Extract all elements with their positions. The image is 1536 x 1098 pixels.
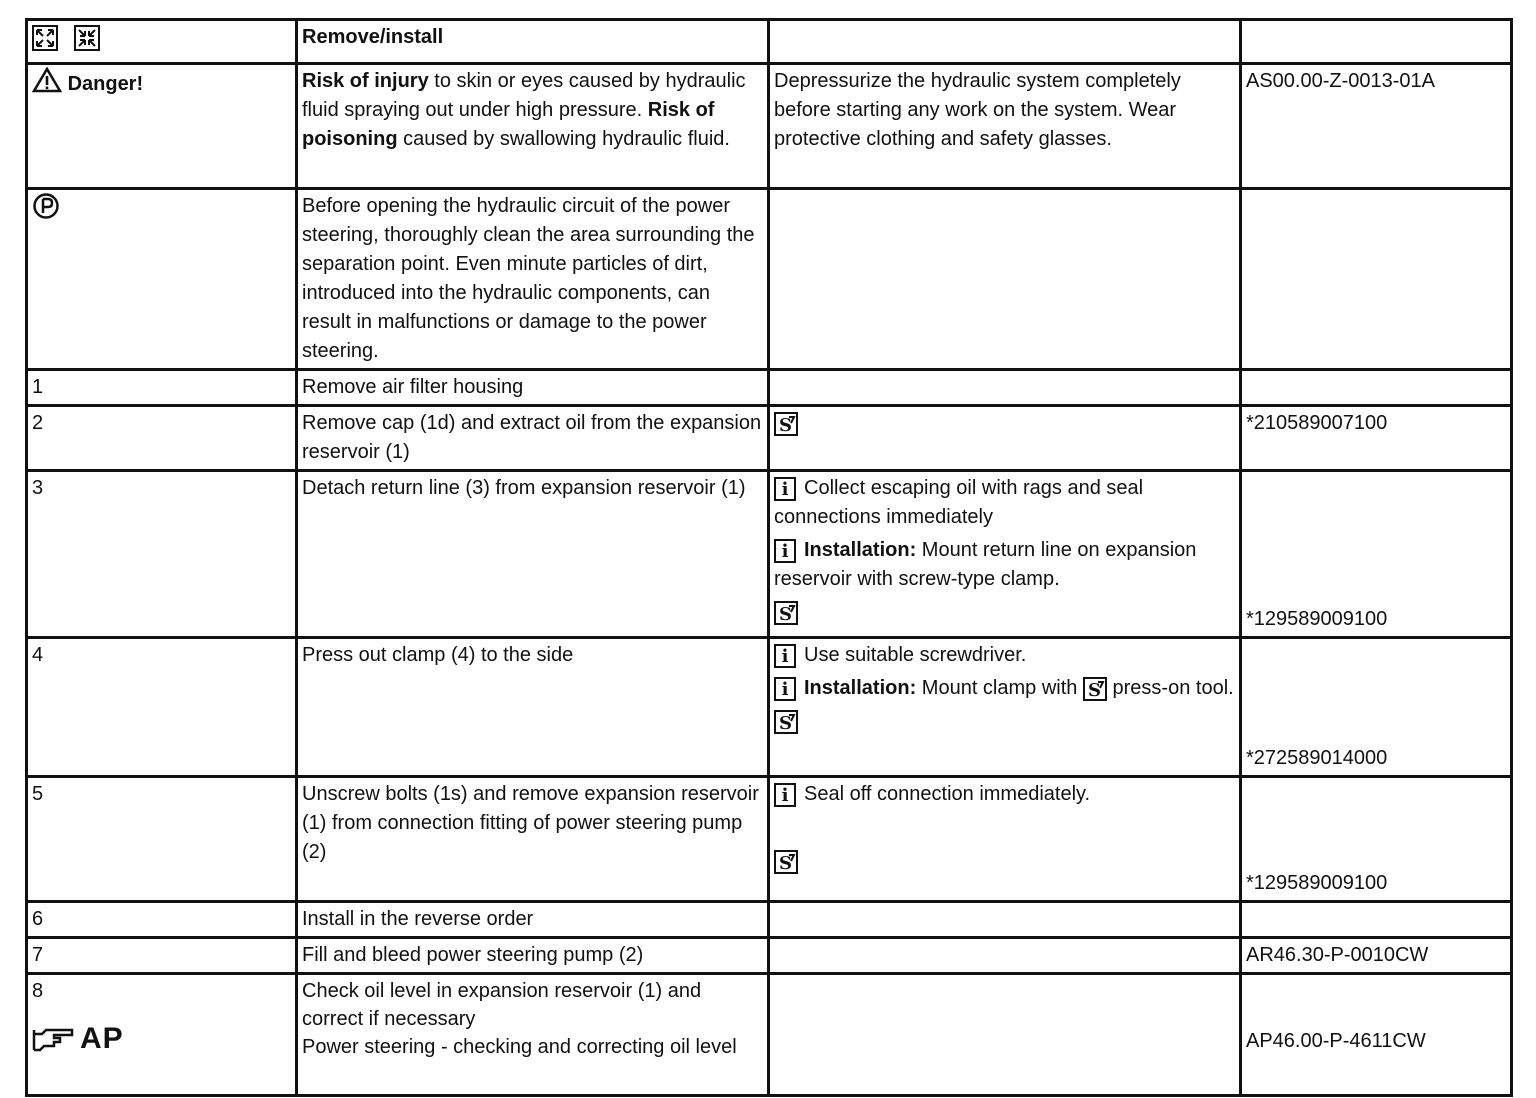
- step-ref-empty: [1241, 902, 1512, 938]
- info-icon: i: [774, 477, 796, 501]
- step-row-7: [27, 938, 1512, 974]
- step-tool-cell: [1241, 471, 1512, 638]
- step-notes-empty: [769, 370, 1241, 406]
- step-notes-empty: [769, 974, 1241, 1096]
- special-tool-icon[interactable]: [774, 850, 798, 874]
- info-icon: i: [774, 644, 796, 668]
- svg-text:S: S: [779, 603, 792, 623]
- svg-text:S: S: [779, 712, 792, 732]
- step-text: Fill and bleed power steering pump (2): [297, 938, 769, 974]
- info-icon: i: [774, 677, 796, 701]
- note-empty-3: [769, 189, 1241, 370]
- step-notes-empty: [769, 902, 1241, 938]
- danger-ref-link[interactable]: AS00.00-Z-0013-01A: [1241, 64, 1512, 189]
- step-tool-link[interactable]: *272589014000: [1246, 747, 1388, 769]
- procedure-table: [25, 18, 1513, 1097]
- step-text: Detach return line (3) from expansion reservoir (1): [297, 471, 769, 638]
- header-empty-4: [1241, 20, 1512, 64]
- step-notes-empty: [769, 938, 1241, 974]
- step-tool-cell: [1241, 777, 1512, 902]
- step-number: 2: [27, 406, 297, 471]
- step-row-4: [27, 638, 1512, 777]
- step-notes-cell: [769, 406, 1241, 471]
- step-row-2: [27, 406, 1512, 471]
- danger-label-cell: [27, 64, 297, 189]
- note-text: Before opening the hydraulic circuit of the power steering, thoroughly clean the area surrounding the separation point. Even minute particles of dirt, introduced into the hydraulic components, can result in malfunctions or damage to the power steering.: [297, 189, 769, 370]
- risk-of-injury-text: to skin or eyes caused by hydraulic fluid spraying out under high pressure.: [302, 70, 746, 121]
- step-tool-link[interactable]: *129589009100: [1246, 608, 1388, 630]
- info-text: Mount clamp with: [916, 677, 1083, 699]
- header-empty-3: [769, 20, 1241, 64]
- svg-text:S: S: [779, 852, 792, 872]
- installation-label: Installation:: [804, 539, 917, 561]
- header-title: Remove/install: [297, 20, 769, 64]
- risk-of-injury: Risk of injury: [302, 70, 429, 92]
- header-icons-cell: [27, 20, 297, 64]
- step-number: 7: [27, 938, 297, 974]
- step-number: 5: [27, 777, 297, 902]
- risk-of-poisoning: Risk of poisoning: [302, 99, 715, 150]
- step-number: 3: [27, 471, 297, 638]
- step-tool-link[interactable]: *129589009100: [1246, 872, 1388, 894]
- special-tool-icon[interactable]: [774, 601, 798, 625]
- step-ref-link[interactable]: AP46.00-P-4611CW: [1246, 1030, 1426, 1052]
- note-empty-4: [1241, 189, 1512, 370]
- step-text: Check oil level in expansion reservoir (1) and correct if necessary: [302, 980, 702, 1030]
- collapse-icon[interactable]: [74, 25, 100, 60]
- info-text: Use suitable screwdriver.: [804, 644, 1027, 666]
- step-number: 8: [32, 980, 44, 1002]
- expand-icon[interactable]: [32, 25, 58, 60]
- danger-label: Danger!: [67, 72, 144, 95]
- step-8-text-cell: [297, 974, 769, 1096]
- info-text: Mount return line on expansion reservoir with screw-type clamp.: [774, 539, 1197, 590]
- info-icon: i: [774, 539, 796, 563]
- step-row-3: [27, 471, 1512, 638]
- step-number: 1: [27, 370, 297, 406]
- step-ref-cell: [1241, 974, 1512, 1096]
- note-row: [27, 189, 1512, 370]
- header-row: [27, 20, 1512, 64]
- step-notes-cell: [769, 471, 1241, 638]
- info-text: press-on tool.: [1106, 677, 1234, 699]
- step-text: Remove cap (1d) and extract oil from the expansion reservoir (1): [297, 406, 769, 471]
- ap-text[interactable]: Power steering - checking and correcting oil level: [302, 1036, 737, 1058]
- info-text: Collect escaping oil with rags and seal connections immediately: [774, 477, 1144, 528]
- installation-label: Installation:: [804, 677, 917, 699]
- risk-of-poisoning-text: caused by swallowing hydraulic fluid.: [397, 128, 730, 150]
- step-number: 6: [27, 902, 297, 938]
- special-tool-icon[interactable]: [1083, 677, 1107, 701]
- step-row-1: [27, 370, 1512, 406]
- info-icon: i: [774, 783, 796, 807]
- step-notes-cell: [769, 777, 1241, 902]
- special-tool-icon[interactable]: [774, 412, 798, 436]
- step-text: Unscrew bolts (1s) and remove expansion reservoir (1) from connection fitting of power steering pump (2): [297, 777, 769, 902]
- warning-triangle-icon: [32, 67, 62, 102]
- step-notes-cell: [769, 638, 1241, 777]
- ap-label: AP: [80, 1022, 124, 1055]
- svg-text:S: S: [779, 414, 792, 434]
- step-8-cell: [27, 974, 297, 1096]
- step-tool-cell: [1241, 638, 1512, 777]
- svg-text:S: S: [1087, 679, 1101, 699]
- step-row-8: [27, 974, 1512, 1096]
- step-number: 4: [27, 638, 297, 777]
- danger-measure: Depressurize the hydraulic system completely before starting any work on the system. Wear protective clothing and safety glasses.: [769, 64, 1241, 189]
- step-row-6: [27, 902, 1512, 938]
- step-text: Press out clamp (4) to the side: [297, 638, 769, 777]
- special-tool-icon[interactable]: [774, 710, 798, 734]
- step-ref-link[interactable]: AR46.30-P-0010CW: [1241, 938, 1512, 974]
- step-tool-link[interactable]: *210589007100: [1241, 406, 1512, 471]
- danger-risk-cell: [297, 64, 769, 189]
- info-text: Seal off connection immediately.: [804, 783, 1091, 805]
- environment-note-icon: [32, 192, 60, 229]
- danger-row: [27, 64, 1512, 189]
- step-text: Remove air filter housing: [297, 370, 769, 406]
- step-row-5: [27, 777, 1512, 902]
- note-icon-cell: [27, 189, 297, 370]
- step-text: Install in the reverse order: [297, 902, 769, 938]
- pointing-hand-icon: [32, 1024, 76, 1061]
- step-ref-empty: [1241, 370, 1512, 406]
